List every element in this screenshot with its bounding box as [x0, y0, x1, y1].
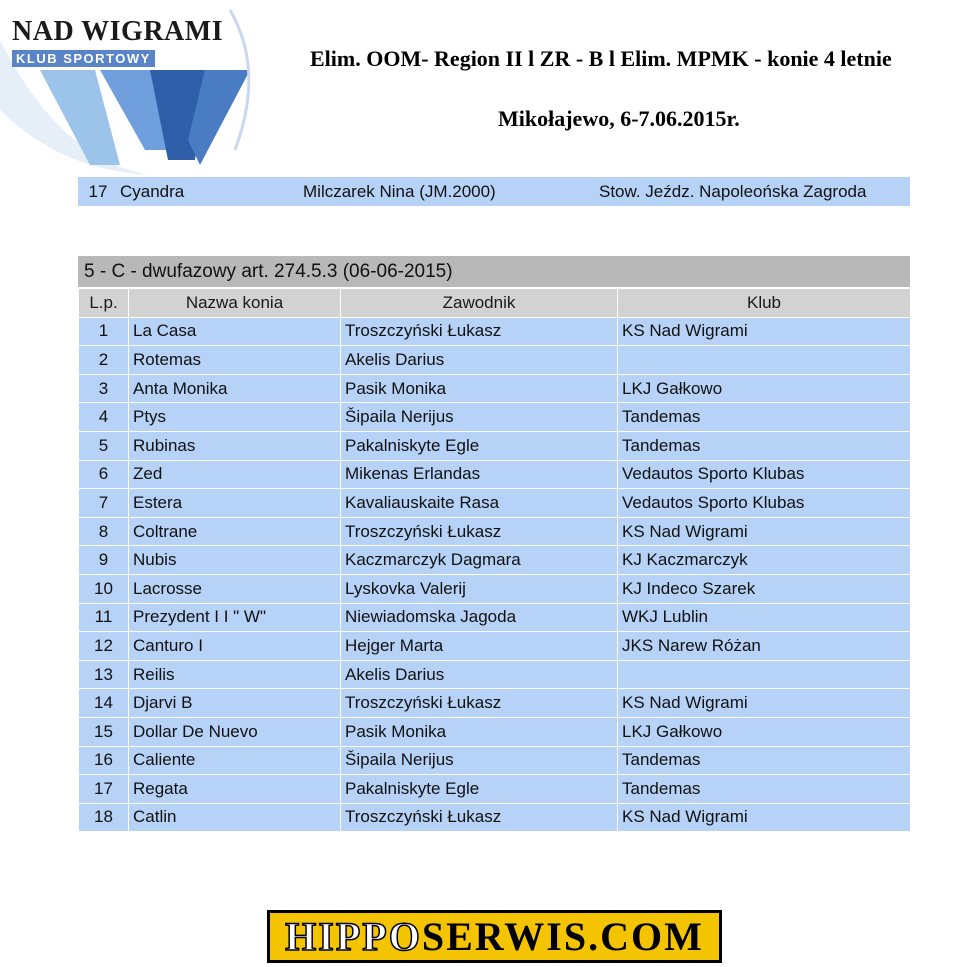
cell-lp: 6 — [79, 460, 129, 489]
table-row — [79, 574, 911, 603]
banner-text-part1: HIPPO — [285, 914, 422, 959]
table-row — [79, 717, 911, 746]
cell-club: Tandemas — [618, 775, 911, 804]
cell-rider: Pakalniskyte Egle — [341, 431, 618, 460]
cell-horse: Djarvi B — [129, 689, 341, 718]
table-row — [79, 431, 911, 460]
cell-club: KS Nad Wigrami — [618, 517, 911, 546]
cell-rider: Troszczyński Łukasz — [341, 689, 618, 718]
logo-subtitle: KLUB SPORTOWY — [12, 50, 155, 67]
cell-horse: Rotemas — [129, 346, 341, 375]
cell-club: KS Nad Wigrami — [618, 689, 911, 718]
cell-lp: 18 — [79, 803, 129, 832]
cell-rider: Akelis Darius — [341, 660, 618, 689]
cell-club — [618, 660, 911, 689]
table-body — [79, 317, 911, 832]
cell-horse: Canturo I — [129, 632, 341, 661]
banner-text-part2: SERWIS.COM — [421, 914, 704, 959]
cell-lp: 16 — [79, 746, 129, 775]
previous-table-row — [78, 177, 910, 206]
table-row — [79, 775, 911, 804]
cell-horse: Ptys — [129, 403, 341, 432]
cell-horse: Coltrane — [129, 517, 341, 546]
cell-rider: Šipaila Nerijus — [341, 403, 618, 432]
place-date: Mikołajewo, 6-7.06.2015r. — [498, 106, 740, 131]
cell-rider: Hejger Marta — [341, 632, 618, 661]
cell-horse: Estera — [129, 489, 341, 518]
cell-lp: 10 — [79, 574, 129, 603]
table-row — [79, 546, 911, 575]
cell-rider: Troszczyński Łukasz — [341, 803, 618, 832]
cell-rider: Pakalniskyte Egle — [341, 775, 618, 804]
cell-rider: Troszczyński Łukasz — [341, 317, 618, 346]
cell-club: Vedautos Sporto Klubas — [618, 460, 911, 489]
header-club: Klub — [618, 289, 911, 318]
cell-club — [618, 346, 911, 375]
section-title: 5 - C - dwufazowy art. 274.5.3 (06-06-2015) — [78, 256, 910, 287]
cell-horse: Prezydent I I " W" — [129, 603, 341, 632]
cell-club: KJ Indeco Szarek — [618, 574, 911, 603]
cell-horse: Caliente — [129, 746, 341, 775]
cell-lp: 5 — [79, 431, 129, 460]
cell-rider: Kavaliauskaite Rasa — [341, 489, 618, 518]
cell-lp: 8 — [79, 517, 129, 546]
table-row — [79, 460, 911, 489]
cell-horse: Regata — [129, 775, 341, 804]
table-row — [79, 660, 911, 689]
prev-row-lp: 17 — [88, 182, 108, 201]
table-row — [79, 603, 911, 632]
cell-club: Tandemas — [618, 403, 911, 432]
competition-title: Elim. OOM- Region II l ZR - B l Elim. MPMK - konie 4 letnie — [310, 46, 892, 71]
cell-club: LKJ Gałkowo — [618, 374, 911, 403]
cell-lp: 15 — [79, 717, 129, 746]
cell-rider: Šipaila Nerijus — [341, 746, 618, 775]
cell-lp: 11 — [79, 603, 129, 632]
cell-lp: 3 — [79, 374, 129, 403]
cell-rider: Troszczyński Łukasz — [341, 517, 618, 546]
prev-row-club: Stow. Jeźdz. Napoleońska Zagroda — [599, 182, 867, 201]
table-row — [79, 374, 911, 403]
cell-rider: Akelis Darius — [341, 346, 618, 375]
prev-row-rider: Milczarek Nina (JM.2000) — [303, 182, 496, 201]
header-lp: L.p. — [79, 289, 129, 318]
club-logo — [0, 0, 270, 180]
table-row — [79, 689, 911, 718]
cell-lp: 9 — [79, 546, 129, 575]
cell-rider: Pasik Monika — [341, 374, 618, 403]
cell-club: KS Nad Wigrami — [618, 317, 911, 346]
table-row — [79, 632, 911, 661]
table-row — [79, 317, 911, 346]
cell-rider: Kaczmarczyk Dagmara — [341, 546, 618, 575]
cell-club: KJ Kaczmarczyk — [618, 546, 911, 575]
cell-horse: Dollar De Nuevo — [129, 717, 341, 746]
cell-lp: 14 — [79, 689, 129, 718]
table-header-row — [79, 289, 911, 318]
cell-lp: 7 — [79, 489, 129, 518]
cell-lp: 17 — [79, 775, 129, 804]
prev-row-horse: Cyandra — [120, 182, 185, 201]
cell-club: Vedautos Sporto Klubas — [618, 489, 911, 518]
cell-club: KS Nad Wigrami — [618, 803, 911, 832]
table-row — [79, 803, 911, 832]
cell-horse: La Casa — [129, 317, 341, 346]
cell-club: WKJ Lublin — [618, 603, 911, 632]
cell-horse: Lacrosse — [129, 574, 341, 603]
cell-lp: 2 — [79, 346, 129, 375]
cell-lp: 4 — [79, 403, 129, 432]
cell-horse: Zed — [129, 460, 341, 489]
cell-club: Tandemas — [618, 746, 911, 775]
cell-horse: Reilis — [129, 660, 341, 689]
table-row — [79, 517, 911, 546]
header-rider: Zawodnik — [341, 289, 618, 318]
logo-title: NAD WIGRAMI — [12, 16, 224, 47]
table-row — [79, 746, 911, 775]
cell-horse: Rubinas — [129, 431, 341, 460]
cell-lp: 1 — [79, 317, 129, 346]
cell-horse: Anta Monika — [129, 374, 341, 403]
cell-horse: Nubis — [129, 546, 341, 575]
cell-lp: 12 — [79, 632, 129, 661]
table-row — [79, 346, 911, 375]
cell-lp: 13 — [79, 660, 129, 689]
sponsor-banner[interactable] — [267, 910, 722, 963]
table-row — [79, 489, 911, 518]
cell-rider: Niewiadomska Jagoda — [341, 603, 618, 632]
results-table — [78, 288, 911, 832]
table-row — [79, 403, 911, 432]
cell-rider: Pasik Monika — [341, 717, 618, 746]
cell-horse: Catlin — [129, 803, 341, 832]
cell-club: Tandemas — [618, 431, 911, 460]
header-horse: Nazwa konia — [129, 289, 341, 318]
cell-club: LKJ Gałkowo — [618, 717, 911, 746]
cell-rider: Lyskovka Valerij — [341, 574, 618, 603]
cell-rider: Mikenas Erlandas — [341, 460, 618, 489]
cell-club: JKS Narew Różan — [618, 632, 911, 661]
